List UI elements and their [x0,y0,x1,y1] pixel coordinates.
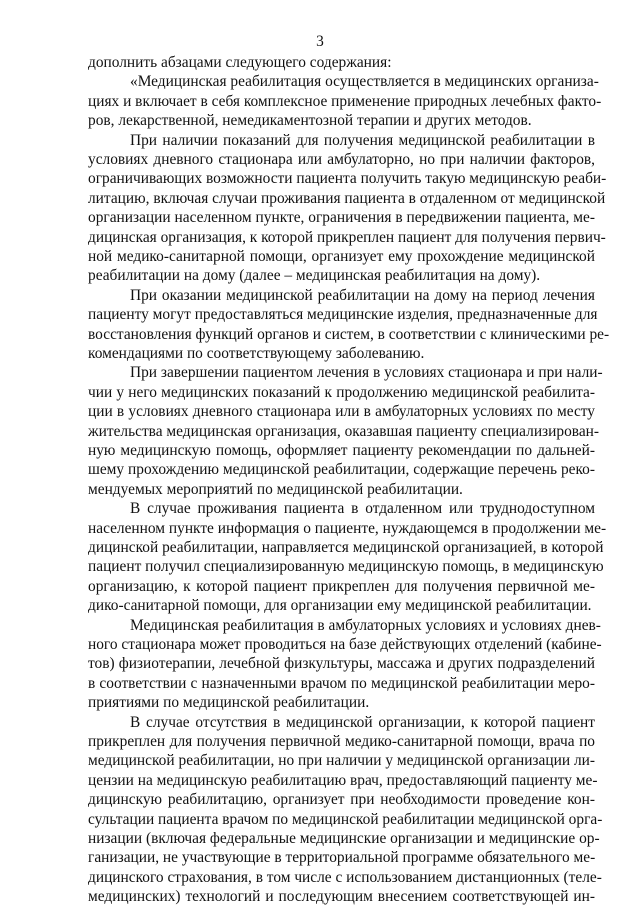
text-line: низации (включая федеральные медицинские организации и медицинские ор- [88,830,600,847]
text-line: дицинская организация, к которой прикреплен пациент для получения первич- [88,228,606,246]
text-line: медицинских) технологий и последующим внесением соответствующей ин- [88,888,595,906]
text-line: ограничивающих возможности пациента получить такую медицинскую реаби- [88,170,607,188]
text-line: цензии на медицинскую реабилитацию врач, предоставляющий пациенту ме- [88,771,598,789]
text-line: литацию, включая случаи проживания пациента в отдаленном от медицинской [88,189,606,207]
text-line: приятиями по медицинской реабилитации. [88,694,370,712]
text-line: ганизации, не участвующие в территориальной программе обязательного ме- [88,849,596,867]
text-line: чии у него медицинских показаний к продолжению медицинской реабилита- [88,383,595,401]
text-line: ной медико-санитарной помощи, организует ему прохождение медицинской [88,248,595,265]
text-line: организацию, к которой пациент прикреплен для получения первичной ме- [88,577,595,595]
text-line: При наличии показаний для получения медицинской реабилитации в [130,131,595,149]
text-line: прикреплен для получения первичной медико-санитарной помощи, врача по [88,733,595,750]
text-line: населенном пункте информация о пациенте, нуждающемся в продолжении ме- [88,519,607,537]
text-line: организации населенном пункте, ограничения в передвижении пациента, ме- [88,209,595,227]
text-line: ного стационара может проводиться на базе действующих отделений (кабине- [88,636,602,653]
text-line: ции в условиях дневного стационара или в амбулаторных условиях по месту [88,403,595,421]
text-line: сультации пациента врачом по медицинской реабилитации медицинской орга- [88,810,603,828]
text-line: Медицинская реабилитация в амбулаторных условиях и условиях днев- [130,616,601,634]
text-line: реабилитации на дому (далее – медицинская реабилитация на дому). [88,267,541,285]
text-line: шему прохождению медицинской реабилитации, содержащие перечень реко- [88,461,595,479]
text-line: восстановления функций органов и систем, в соответствии с клиническими ре- [88,325,610,343]
text-line: дицинскую реабилитацию, организует при необходимости проведение кон- [88,791,595,809]
text-line: При завершении пациентом лечения в условиях стационара и при нали- [130,364,603,382]
text-line: дицинского страхования, в том числе с использованием дистанционных (теле- [88,868,602,886]
text-line: комендациями по соответствующему заболеванию. [88,345,425,362]
page-number: 3 [316,33,324,50]
text-line: «Медицинская реабилитация осуществляется в медицинских организа- [130,73,599,91]
text-line: условиях дневного стационара или амбулаторно, но при наличии факторов, [88,151,595,168]
text-line: дико-санитарной помощи, для организации ему медицинской реабилитации. [88,597,592,615]
text-line: пациенту могут предоставляться медицинские изделия, предназначенные для [88,306,598,324]
text-line: медицинской реабилитации, но при наличии у медицинской организации ли- [88,752,595,770]
text-line: в соответствии с назначенными врачом по медицинской реабилитации меро- [88,674,595,692]
text-line: В случае отсутствия в медицинской организации, к которой пациент [130,713,595,731]
text-line: ров, лекарственной, немедикаментозной терапии и других методов. [88,112,532,130]
text-line: циях и включает в себя комплексное применение природных лечебных факто- [88,92,602,110]
text-line: тов) физиотерапии, лечебной физкультуры, массажа и других подразделений [88,655,595,673]
text-line: пациент получил специализированную медицинскую помощь, в медицинскую [88,558,604,576]
text-line: дицинской реабилитации, направляется медицинской организацией, в которой [88,539,604,556]
text-line: При оказании медицинской реабилитации на дому на период лечения [130,286,595,304]
text-line: мендуемых мероприятий по медицинской реабилитации. [88,480,463,498]
text-line: ную медицинскую помощь, оформляет пациенту рекомендации по дальней- [88,442,595,459]
text-line: дополнить абзацами следующего содержания: [88,54,392,71]
text-line: В случае проживания пациента в отдаленном или труднодоступном [130,500,595,518]
text-line: жительства медицинская организация, оказавшая пациенту специализирован- [88,422,600,440]
